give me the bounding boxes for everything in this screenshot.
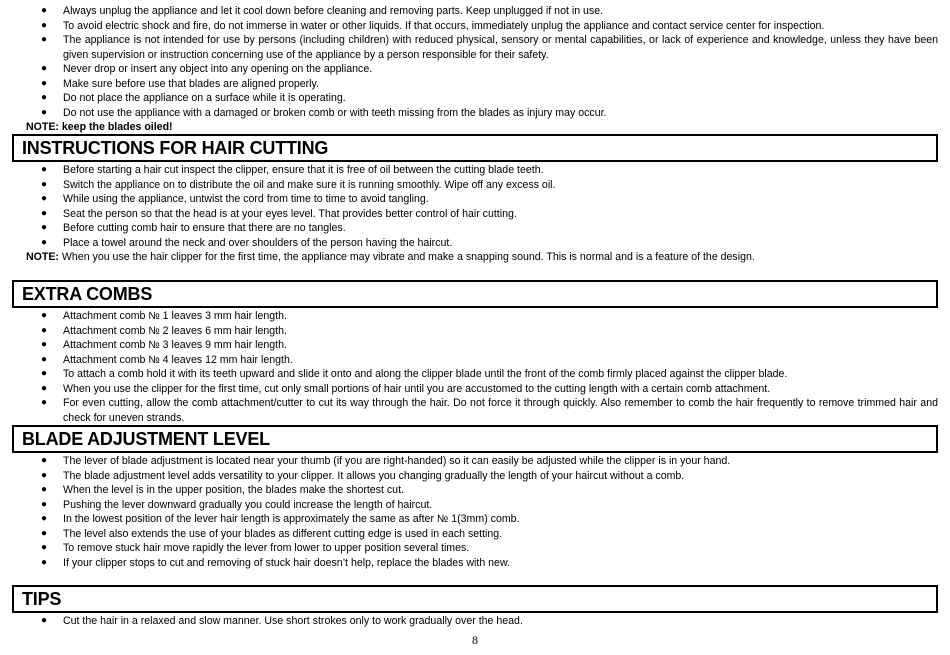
bullet-icon: ● [41,397,48,408]
list-item: ● For even cutting, allow the comb attachment/cutter to cut its way through the hair. Do not force it through quickly. Also remember to comb the hair frequently to remove trimmed hair and check for uneven strands. [41,397,938,424]
bullet-icon: ● [41,77,48,89]
bullet-icon: ● [41,106,48,118]
bullet-icon: ● [41,324,48,336]
list-item: ● Always unplug the appliance and let it cool down before cleaning and removing parts. Keep unplugged if not in use. [41,5,604,17]
blade-adjustment-list [0,454,950,570]
list-item: ● The lever of blade adjustment is located near your thumb (if you are right-handed) so it can easily be adjusted while the clipper is in your hand. [41,455,731,467]
bullet-icon: ● [41,556,48,568]
list-item: ● Pushing the lever downward gradually you could increase the length of haircut. [41,498,433,511]
bullet-icon: ● [41,542,48,553]
section-heading: TIPS [12,585,938,613]
list-item: ● The appliance is not intended for use by persons (including children) with reduced physical, sensory or mental capabilities, or lack of experience and knowledge, unless they have been given supervision or instruction concerning use of the appliance by a person responsible for their safety. [41,34,938,61]
first-use-note: NOTE: When you use the hair clipper for the first time, the appliance may vibrate and make a snapping sound. This is normal and is a feature of the design. [26,251,755,263]
bullet-icon: ● [41,19,48,31]
list-item: ● Attachment comb № 1 leaves 3 mm hair length. [41,310,287,322]
bullet-icon: ● [41,382,48,394]
bullet-icon: ● [41,527,48,539]
bullet-icon: ● [41,484,48,495]
bullet-icon: ● [41,368,48,379]
bullet-icon: ● [41,63,48,74]
list-item: ● The blade adjustment level adds versatility to your clipper. It allows you changing gradually the length of your haircut without a comb. [41,469,685,482]
list-item: ● Cut the hair in a relaxed and slow manner. Use short strokes only to work gradually over the head. [41,615,523,627]
list-item: ● Attachment comb № 3 leaves 9 mm hair length. [41,339,287,351]
list-item: ● Never drop or insert any object into any opening on the appliance. [41,63,373,75]
list-item: ● Before starting a hair cut inspect the clipper, ensure that it is free of oil between the cutting blade teeth. [41,164,544,176]
tips-list [0,614,950,629]
list-item: ● Seat the person so that the head is at your eyes level. That provides better control of hair cutting. [41,207,517,220]
bullet-icon: ● [41,469,48,481]
page-number: 8 [472,633,478,647]
list-item: ● When the level is in the upper position, the blades make the shortest cut. [41,484,404,496]
tips-section [0,585,950,629]
blade-adjustment-section [0,425,950,570]
bullet-icon: ● [41,339,48,350]
list-item: ● Do not use the appliance with a damaged or broken comb or with teeth missing from the blades as injury may occur. [41,106,607,119]
bullet-icon: ● [41,498,48,510]
list-item: ● Do not place the appliance on a surface while it is operating. [41,92,346,104]
list-item: ● To attach a comb hold it with its teeth upward and slide it onto and along the clipper blade until the front of the comb firmly placed against the clipper blade. [41,368,788,380]
bullet-icon: ● [41,178,48,190]
list-item: ● Switch the appliance on to distribute the oil and make sure it is running smoothly. Wipe off any excess oil. [41,178,556,191]
bullet-icon: ● [41,455,48,466]
bullet-icon: ● [41,615,48,626]
section-heading: INSTRUCTIONS FOR HAIR CUTTING [12,134,938,162]
list-item: ● While using the appliance, untwist the cord from time to time to avoid tangling. [41,193,429,205]
list-item: ● When you use the clipper for the first time, cut only small portions of hair until you are accustomed to the cutting length with a certain comb attachment. [41,382,771,395]
bullet-icon: ● [41,310,48,321]
section-heading: BLADE ADJUSTMENT LEVEL [12,425,938,453]
list-item: ● Before cutting comb hair to ensure that there are no tangles. [41,222,346,234]
hair-cutting-list [0,163,950,250]
list-item: ● In the lowest position of the lever hair length is approximately the same as after № 1(3mm) comb. [41,513,520,525]
list-item: ● Attachment comb № 4 leaves 12 mm hair length. [41,353,293,366]
bullet-icon: ● [41,236,48,248]
bullet-icon: ● [41,164,48,175]
bullet-icon: ● [41,34,48,45]
list-item: ● The level also extends the use of your blades as different cutting edge is used in each setting. [41,527,503,540]
hair-cutting-section [0,134,950,265]
bullet-icon: ● [41,92,48,103]
bullet-icon: ● [41,353,48,365]
bullet-icon: ● [41,193,48,204]
bullet-icon: ● [41,207,48,219]
list-item: ● To avoid electric shock and fire, do not immerse in water or other liquids. If that occurs, immediately unplug the appliance and contact service center for inspection. [41,19,825,32]
list-item: ● Make sure before use that blades are aligned properly. [41,77,319,90]
extra-combs-section [0,280,950,425]
oil-note: NOTE: keep the blades oiled! [26,121,173,133]
safety-list [0,4,950,120]
list-item: ● If your clipper stops to cut and removing of stuck hair doesn’t help, replace the blades with new. [41,556,510,569]
list-item: ● Attachment comb № 2 leaves 6 mm hair length. [41,324,287,337]
list-item: ● Place a towel around the neck and over shoulders of the person having the haircut. [41,236,453,249]
section-heading: EXTRA COMBS [12,280,938,308]
bullet-icon: ● [41,5,48,16]
safety-section [0,4,950,135]
extra-combs-list [0,309,950,425]
bullet-icon: ● [41,222,48,233]
bullet-icon: ● [41,513,48,524]
list-item: ● To remove stuck hair move rapidly the lever from lower to upper position several times. [41,542,470,554]
